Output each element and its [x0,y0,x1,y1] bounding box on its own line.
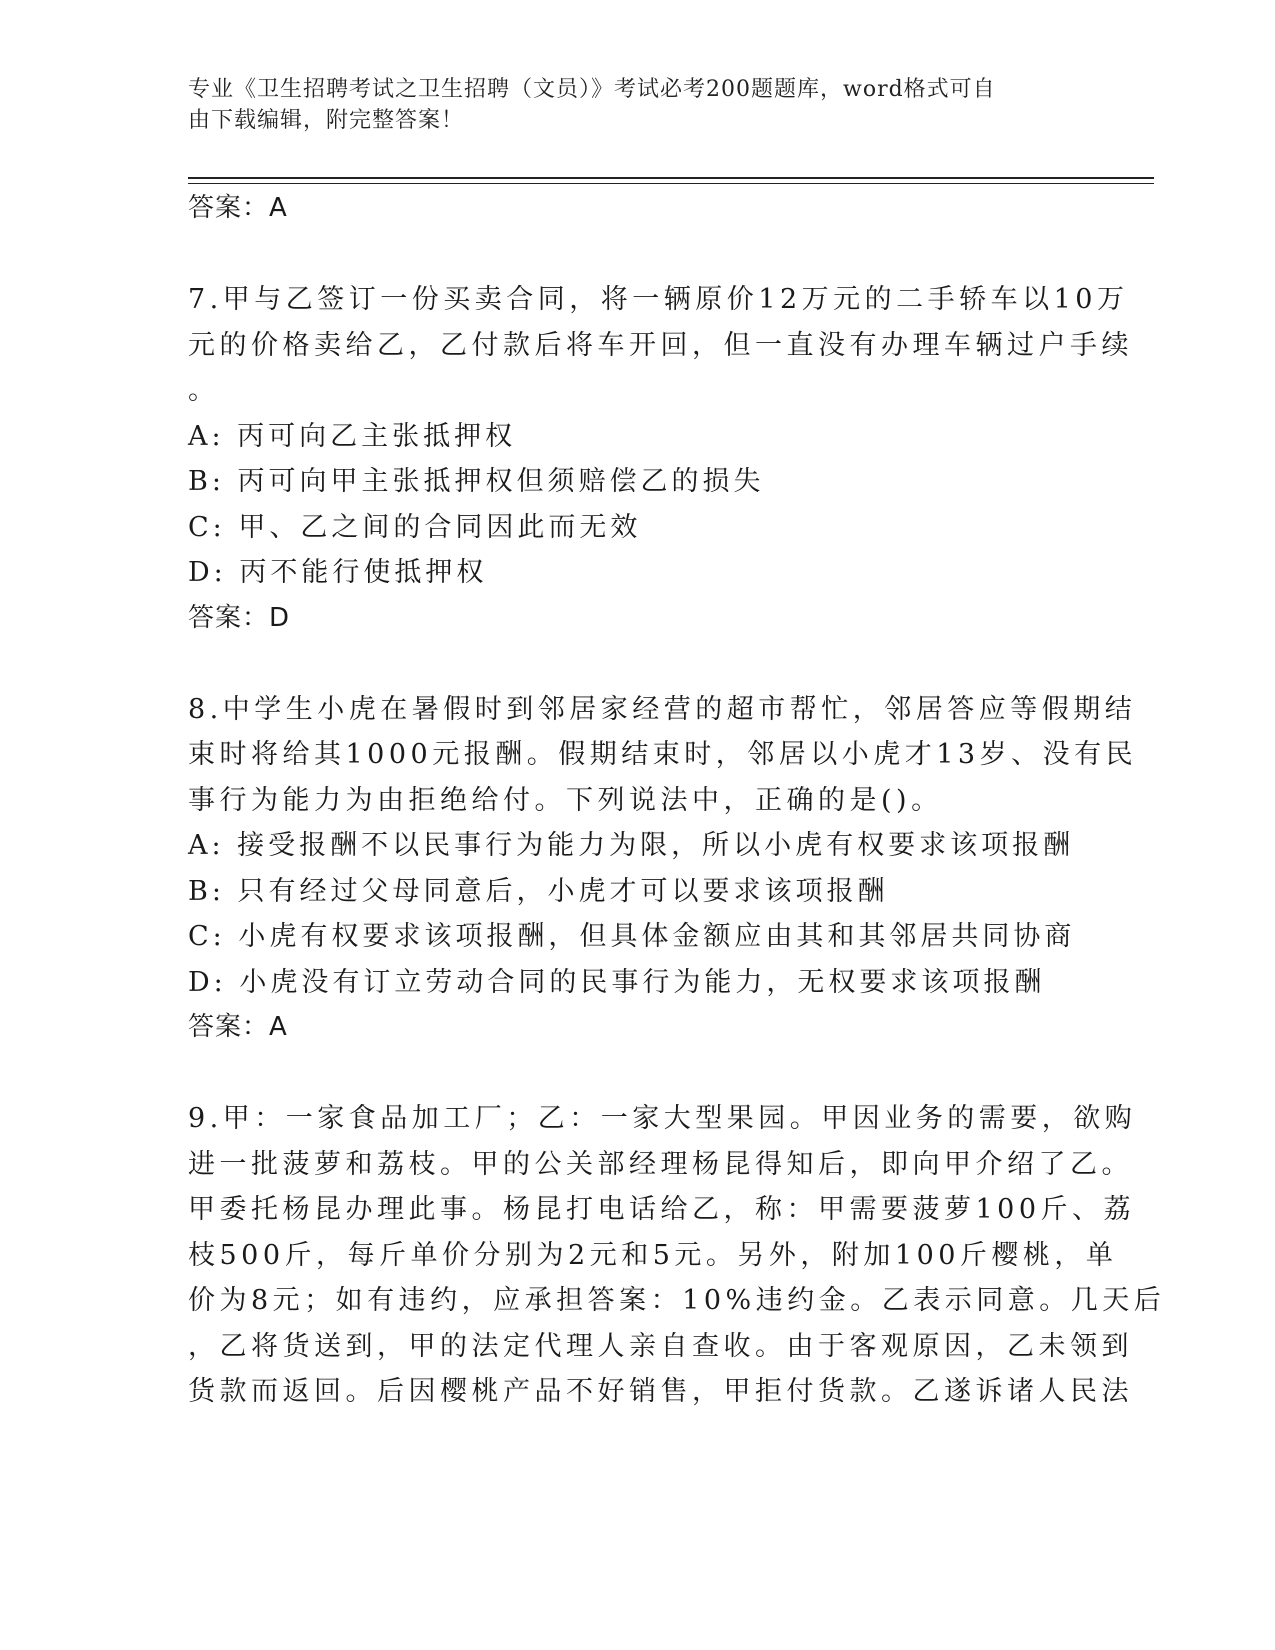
option-a: A: 接受报酬不以民事行为能力为限，所以小虎有权要求该项报酬 [188,830,1075,861]
document-header [188,74,1068,136]
question-text-line: 束时将给其1000元报酬。假期结束时，邻居以小虎才13岁、没有民 [188,739,1138,770]
question-text-line: 事行为能力为由拒绝给付。下列说法中，正确的是()。 [188,784,943,816]
question-text-line: 。 [188,375,220,406]
header-divider-thin [188,183,1154,184]
answer-line: 答案：A [188,193,288,223]
question-9 [188,1096,1166,1415]
option-c: C: 甲、乙之间的合同因此而无效 [188,511,642,543]
spacer [188,641,1088,687]
question-text-line: 货款而返回。后因樱桃产品不好销售，甲拒付货款。乙遂诉诸人民法 [188,1376,1133,1407]
spacer [188,232,1088,278]
option-a: A: 丙可向乙主张抵押权 [188,420,517,452]
option-d: D: 丙不能行使抵押权 [188,557,488,588]
answer-line: 答案：D [188,602,291,633]
question-text-line: 甲委托杨昆办理此事。杨昆打电话给乙，称：甲需要菠萝100斤、荔 [188,1194,1136,1225]
answer-line: 答案：A [188,1012,288,1042]
question-text-line: 9.甲：一家食品加工厂；乙：一家大型果园。甲因业务的需要，欲购 [188,1103,1137,1134]
spacer [188,1051,1088,1097]
option-b: B: 丙可向甲主张抵押权但须赔偿乙的损失 [188,466,765,497]
question-text-line: 元的价格卖给乙，乙付款后将车开回，但一直没有办理车辆过户手续 [188,329,1133,361]
question-text-line: 枝500斤，每斤单价分别为2元和5元。另外，附加100斤樱桃，单 [188,1239,1118,1271]
question-text-line: 8.中学生小虎在暑假时到邻居家经营的超市帮忙，邻居答应等假期结 [188,693,1137,725]
header-divider [188,177,1154,179]
option-b: B: 只有经过父母同意后，小虎才可以要求该项报酬 [188,875,889,907]
question-text-line: 7.甲与乙签订一份买卖合同，将一辆原价12万元的二手轿车以10万 [188,284,1129,315]
option-c: C: 小虎有权要求该项报酬，但具体金额应由其和其邻居共同协商 [188,921,1076,952]
question-text-line: 进一批菠萝和荔枝。甲的公关部经理杨昆得知后，即向甲介绍了乙。 [188,1148,1133,1180]
header-line: 由下载编辑，附完整答案！ [188,108,465,133]
question-text-line: ，乙将货送到，甲的法定代理人亲自查收。由于客观原因，乙未领到 [188,1330,1133,1362]
header-line: 专业《卫生招聘考试之卫生招聘（文员）》考试必考200题题库，word格式可自 [188,77,996,102]
question-7 [188,277,1133,641]
question-8 [188,687,1138,1051]
option-d: D: 小虎没有订立劳动合同的民事行为能力，无权要求该项报酬 [188,966,1046,998]
question-text-line: 价为8元；如有违约，应承担答案：10%违约金。乙表示同意。几天后 [188,1285,1166,1316]
document-body [188,186,1166,1415]
